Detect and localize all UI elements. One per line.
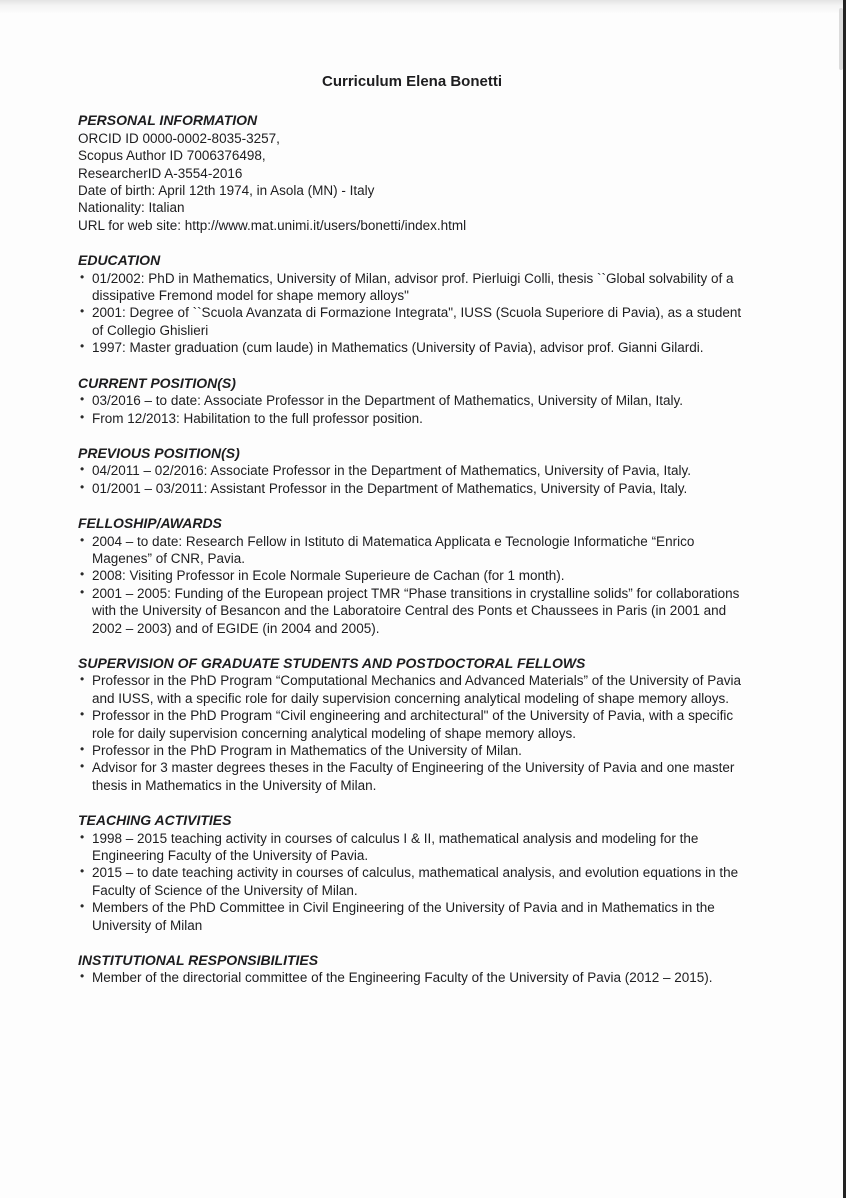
list-item-text: 04/2011 – 02/2016: Associate Professor in the Department of Mathematics, University of Pavia, Italy. [92, 463, 692, 479]
list-item [78, 533, 746, 568]
cv-page [78, 0, 746, 987]
info-line: URL for web site: http://www.mat.unimi.it/users/bonetti/index.html [78, 217, 467, 233]
info-line: Nationality: Italian [78, 200, 185, 216]
info-line: Date of birth: April 12th 1974, in Asola (MN) - Italy [78, 183, 375, 199]
section-heading: EDUCATION [78, 252, 161, 269]
section-heading: CURRENT POSITION(S) [78, 374, 236, 391]
cv-section [78, 952, 746, 987]
section-heading: PREVIOUS POSITION(S) [78, 444, 240, 461]
list-item-text: 01/2001 – 03/2011: Assistant Professor in the Department of Mathematics, University of Pavia, Italy. [92, 480, 688, 496]
list-item-text: Professor in the PhD Program “Computational Mechanics and Advanced Materials” of the University of Pavia and IUSS, with a specific role for daily supervision concerning analytical modeling of shape memory alloys. [92, 673, 742, 706]
list-item-text: 2015 – to date teaching activity in courses of calculus, mathematical analysis, and evolution equations in the Faculty of Science of the University of Milan. [92, 865, 739, 898]
list-item-text: 2001: Degree of ``Scuola Avanzata di Formazione Integrata", IUSS (Scuola Superiore di Pavia), as a student of Collegio Ghislieri [92, 305, 742, 338]
info-line: Scopus Author ID 7006376498, [78, 148, 266, 164]
list-item [78, 462, 746, 479]
bullet-list [78, 969, 746, 986]
list-item [78, 830, 746, 865]
cv-section [78, 375, 746, 427]
bullet-list [78, 270, 746, 357]
list-item [78, 899, 746, 934]
list-item [78, 410, 746, 427]
bullet-list [78, 672, 746, 794]
cv-section [78, 445, 746, 497]
cv-section [78, 812, 746, 934]
section-heading: SUPERVISION OF GRADUATE STUDENTS AND POSTDOCTORAL FELLOWS [78, 654, 586, 671]
list-item-text: Advisor for 3 master degrees theses in the Faculty of Engineering of the University of Pavia and one master thesis in Mathematics in the University of Milan. [92, 760, 735, 793]
bullet-list [78, 462, 746, 497]
list-item [78, 567, 746, 584]
list-item [78, 339, 746, 356]
bullet-list [78, 830, 746, 934]
list-item [78, 742, 746, 759]
list-item-text: Professor in the PhD Program in Mathematics of the University of Milan. [92, 743, 522, 758]
list-item [78, 585, 746, 637]
cv-section [78, 515, 746, 637]
section-heading: TEACHING ACTIVITIES [78, 812, 232, 829]
section-heading: INSTITUTIONAL RESPONSIBILITIES [78, 952, 319, 969]
list-item-text: Member of the directorial committee of the Engineering Faculty of the University of Pavia (2012 – 2015). [92, 970, 713, 986]
list-item-text: 03/2016 – to date: Associate Professor in the Department of Mathematics, University of Milan, Italy. [92, 393, 684, 409]
info-line: ResearcherID A-3554-2016 [78, 165, 243, 181]
list-item-text: 2001 – 2005: Funding of the European project TMR “Phase transitions in crystalline solids” for collaborations with the University of Besancon and the Laboratoire Central des Ponts et Chaussees in Paris (in 2001 and 2002 – 2003) and of EGIDE (in 2004 and 2005). [92, 585, 740, 636]
list-item [78, 392, 746, 409]
list-item-text: 1997: Master graduation (cum laude) in Mathematics (University of Pavia), advisor prof. Gianni Gilardi. [92, 340, 704, 356]
cv-sections [78, 112, 746, 986]
list-item [78, 480, 746, 497]
list-item-text: 01/2002: PhD in Mathematics, University of Milan, advisor prof. Pierluigi Colli, thesis ``Global solvability of a dissipative Fremond model for shape memory alloys" [92, 270, 734, 304]
list-item-text: Members of the PhD Committee in Civil Engineering of the University of Pavia and in Mathematics in the University of Milan [92, 900, 715, 933]
info-line: ORCID ID 0000-0002-8035-3257, [78, 130, 280, 146]
list-item-text: 1998 – 2015 teaching activity in courses of calculus I & II, mathematical analysis and modeling for the Engineering Faculty of the University of Pavia. [92, 830, 699, 864]
list-item-text: 2008: Visiting Professor in Ecole Normale Superieure de Cachan (for 1 month). [92, 568, 565, 584]
cv-section [78, 112, 746, 234]
list-item [78, 270, 746, 305]
bullet-list [78, 392, 746, 427]
list-item [78, 672, 746, 707]
section-heading: FELLOSHIP/AWARDS [78, 515, 222, 532]
list-item-text: Professor in the PhD Program “Civil engineering and architectural" of the University of Pavia, with a specific role for daily supervision concerning analytical modeling of shape memory alloys. [92, 708, 734, 741]
cv-section [78, 252, 746, 356]
cv-section [78, 655, 746, 794]
list-item [78, 707, 746, 742]
list-item [78, 864, 746, 899]
list-item-text: 2004 – to date: Research Fellow in Istituto di Matematica Applicata e Tecnologie Informatiche “Enrico Magenes” of CNR, Pavia. [92, 533, 695, 566]
bullet-list [78, 533, 746, 637]
list-item [78, 304, 746, 339]
list-item [78, 969, 746, 986]
section-heading: PERSONAL INFORMATION [78, 112, 258, 129]
page-title: Curriculum Elena Bonetti [321, 73, 503, 90]
list-item-text: From 12/2013: Habilitation to the full professor position. [92, 410, 423, 426]
list-item [78, 759, 746, 794]
